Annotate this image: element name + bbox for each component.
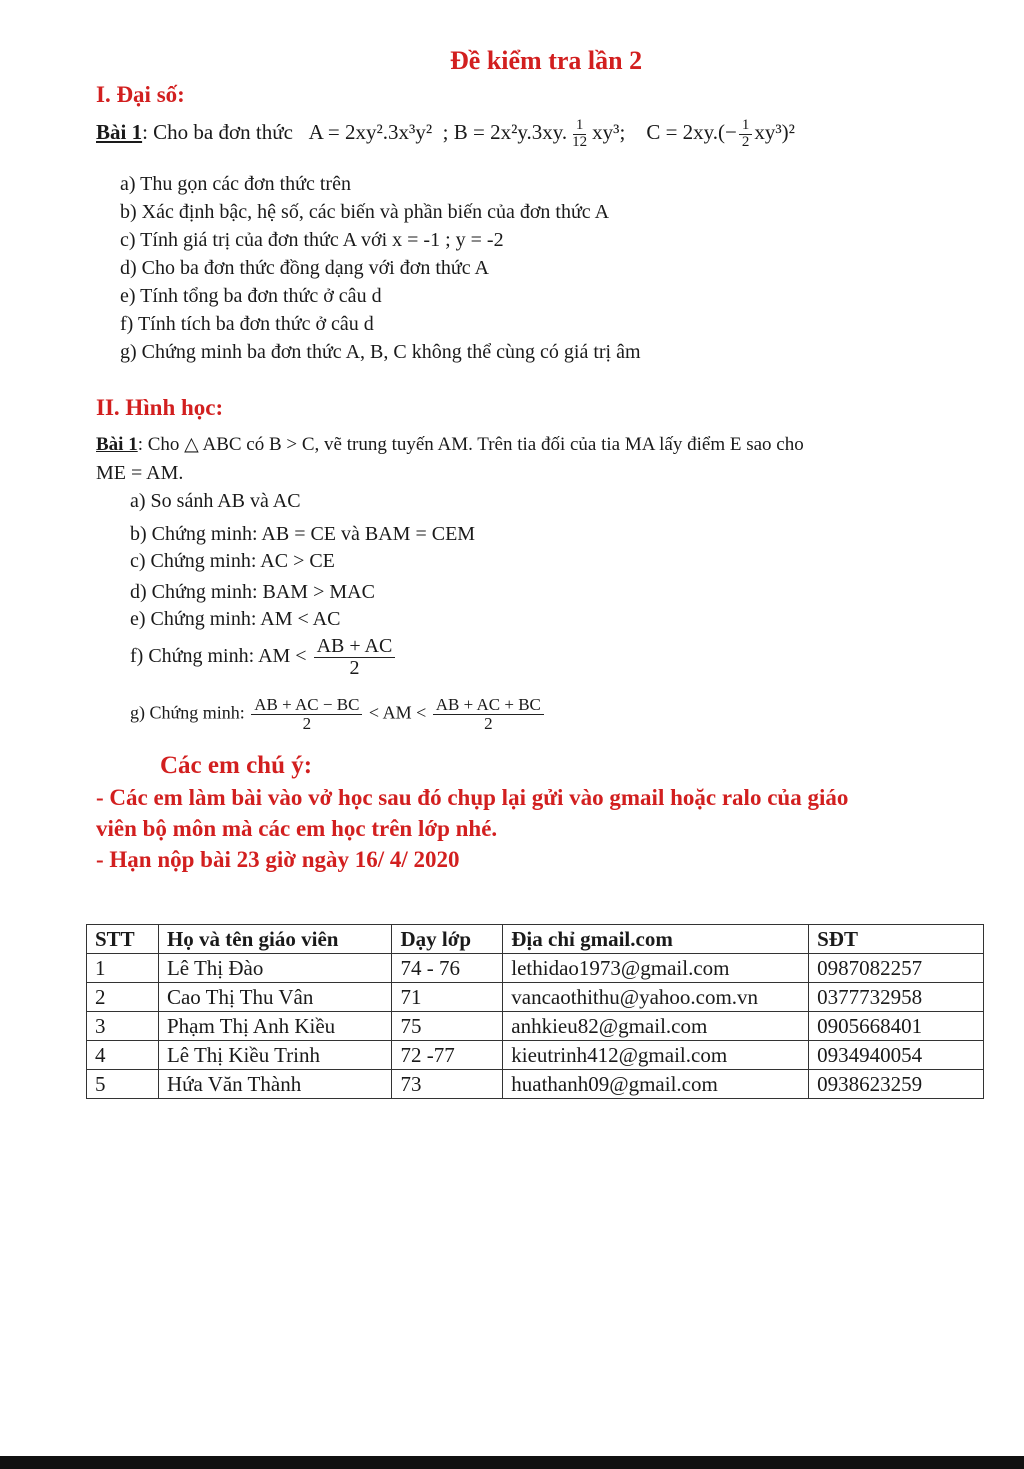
geometry-problem-text-2: ME = AM. bbox=[96, 462, 184, 484]
cell-email: anhkieu82@gmail.com bbox=[503, 1012, 809, 1041]
table-row bbox=[87, 1070, 984, 1099]
geometry-item-c: c) Chứng minh: AC > CE bbox=[130, 550, 335, 572]
geometry-item-g-prefix: g) Chứng minh: bbox=[130, 702, 245, 723]
algebra-item-d: d) Cho ba đơn thức đồng dạng với đơn thức A bbox=[120, 257, 489, 279]
cell-email: vancaothithu@yahoo.com.vn bbox=[503, 983, 809, 1012]
algebra-problem-intro: : Cho ba đơn thức bbox=[142, 120, 293, 145]
cell-email: lethidao1973@gmail.com bbox=[503, 954, 809, 983]
expr-c: C = 2xy.(− bbox=[646, 120, 737, 145]
geometry-item-g-fraction-2: $\frac{AB + AC + BC}{2}$ bbox=[433, 696, 544, 733]
geometry-item-d: d) Chứng minh: BAM > MAC bbox=[130, 581, 375, 603]
geometry-item-a: a) So sánh AB và AC bbox=[130, 490, 301, 512]
notes-line-1: - Các em làm bài vào vở học sau đó chụp lại gửi vào gmail hoặc ralo của giáo bbox=[96, 785, 849, 810]
expr-b-fraction: $\frac{1}{12}$ bbox=[572, 117, 588, 150]
cell-stt: 5 bbox=[87, 1070, 159, 1099]
geometry-problem-label: Bài 1 bbox=[96, 434, 138, 455]
page-title: Đề kiểm tra lần 2 bbox=[450, 46, 643, 75]
header-class: Dạy lớp bbox=[392, 925, 503, 954]
algebra-item-a: a) Thu gọn các đơn thức trên bbox=[120, 173, 351, 195]
expr-c-tail: xy³)² bbox=[754, 120, 795, 145]
algebra-item-g: g) Chứng minh ba đơn thức A, B, C không thể cùng có giá trị âm bbox=[120, 341, 641, 363]
cell-phone: 0934940054 bbox=[809, 1041, 984, 1070]
cell-class: 73 bbox=[392, 1070, 503, 1099]
algebra-problem-label: Bài 1 bbox=[96, 120, 143, 145]
bottom-bar bbox=[0, 1456, 1024, 1469]
notes-line-2: viên bộ môn mà các em học trên lớp nhé. bbox=[96, 816, 498, 841]
cell-email: huathanh09@gmail.com bbox=[503, 1070, 809, 1099]
cell-stt: 1 bbox=[87, 954, 159, 983]
cell-class: 71 bbox=[392, 983, 503, 1012]
cell-name: Cao Thị Thu Vân bbox=[158, 983, 392, 1012]
algebra-item-f: f) Tính tích ba đơn thức ở câu d bbox=[120, 313, 374, 335]
table-row bbox=[87, 954, 984, 983]
notes-heading: Các em chú ý: bbox=[160, 752, 313, 779]
cell-class: 74 - 76 bbox=[392, 954, 503, 983]
expr-a: A = 2xy².3x³y² bbox=[308, 120, 433, 145]
table-row bbox=[87, 983, 984, 1012]
algebra-item-c: c) Tính giá trị của đơn thức A với x = -1 ; y = -2 bbox=[120, 229, 504, 251]
header-email: Địa chỉ gmail.com bbox=[503, 925, 809, 954]
table-header-row bbox=[87, 925, 984, 954]
cell-phone: 0905668401 bbox=[809, 1012, 984, 1041]
cell-name: Phạm Thị Anh Kiều bbox=[158, 1012, 392, 1041]
cell-phone: 0377732958 bbox=[809, 983, 984, 1012]
cell-email: kieutrinh412@gmail.com bbox=[503, 1041, 809, 1070]
cell-name: Hứa Văn Thành bbox=[158, 1070, 392, 1099]
cell-class: 72 -77 bbox=[392, 1041, 503, 1070]
cell-stt: 4 bbox=[87, 1041, 159, 1070]
geometry-item-f-prefix: f) Chứng minh: AM < bbox=[130, 645, 307, 668]
cell-phone: 0938623259 bbox=[809, 1070, 984, 1099]
geometry-item-g-mid: < AM < bbox=[368, 702, 427, 723]
expr-c-fraction: $\frac{1}{2}$ bbox=[739, 118, 753, 151]
expr-b: B = 2x²y.3xy. bbox=[453, 120, 568, 145]
expr-b-tail: xy³; bbox=[592, 120, 626, 145]
geometry-item-g-fraction-1: $\frac{AB + AC - BC}{2}$ bbox=[251, 696, 362, 733]
algebra-item-b: b) Xác định bậc, hệ số, các biến và phần biến của đơn thức A bbox=[120, 201, 610, 223]
cell-class: 75 bbox=[392, 1012, 503, 1041]
header-stt: STT bbox=[87, 925, 159, 954]
notes-line-3: - Hạn nộp bài 23 giờ ngày 16/ 4/ 2020 bbox=[96, 847, 460, 872]
geometry-item-b: b) Chứng minh: AB = CE và BAM = CEM bbox=[130, 523, 476, 545]
geometry-item-f bbox=[130, 636, 397, 679]
table-row bbox=[87, 1041, 984, 1070]
teacher-table bbox=[86, 924, 984, 1099]
cell-stt: 2 bbox=[87, 983, 159, 1012]
cell-stt: 3 bbox=[87, 1012, 159, 1041]
geometry-problem bbox=[96, 433, 804, 456]
geometry-item-f-fraction: $\frac{AB + AC}{2}$ bbox=[314, 636, 396, 679]
header-name: Họ và tên giáo viên bbox=[158, 925, 392, 954]
geometry-problem-text: : Cho △ ABC có B > C, vẽ trung tuyến AM. Trên tia đối của tia MA lấy điểm E sao cho bbox=[137, 434, 804, 455]
cell-name: Lê Thị Đào bbox=[158, 954, 392, 983]
algebra-item-e: e) Tính tổng ba đơn thức ở câu d bbox=[120, 285, 382, 307]
cell-name: Lê Thị Kiều Trinh bbox=[158, 1041, 392, 1070]
cell-phone: 0987082257 bbox=[809, 954, 984, 983]
algebra-problem: Bài 1: Cho ba đơn thức A = 2xy².3x³y² ; B = 2x²y.3xy. $\frac{1}{12}$ xy³; C = 2xy.(− $\frac{1}{2}$ xy³)² bbox=[96, 117, 795, 150]
header-phone: SĐT bbox=[809, 925, 984, 954]
algebra-heading: I. Đại số: bbox=[96, 82, 185, 107]
geometry-item-g bbox=[130, 696, 546, 733]
geometry-heading: II. Hình học: bbox=[96, 395, 224, 420]
table-row bbox=[87, 1012, 984, 1041]
geometry-item-e: e) Chứng minh: AM < AC bbox=[130, 608, 341, 630]
